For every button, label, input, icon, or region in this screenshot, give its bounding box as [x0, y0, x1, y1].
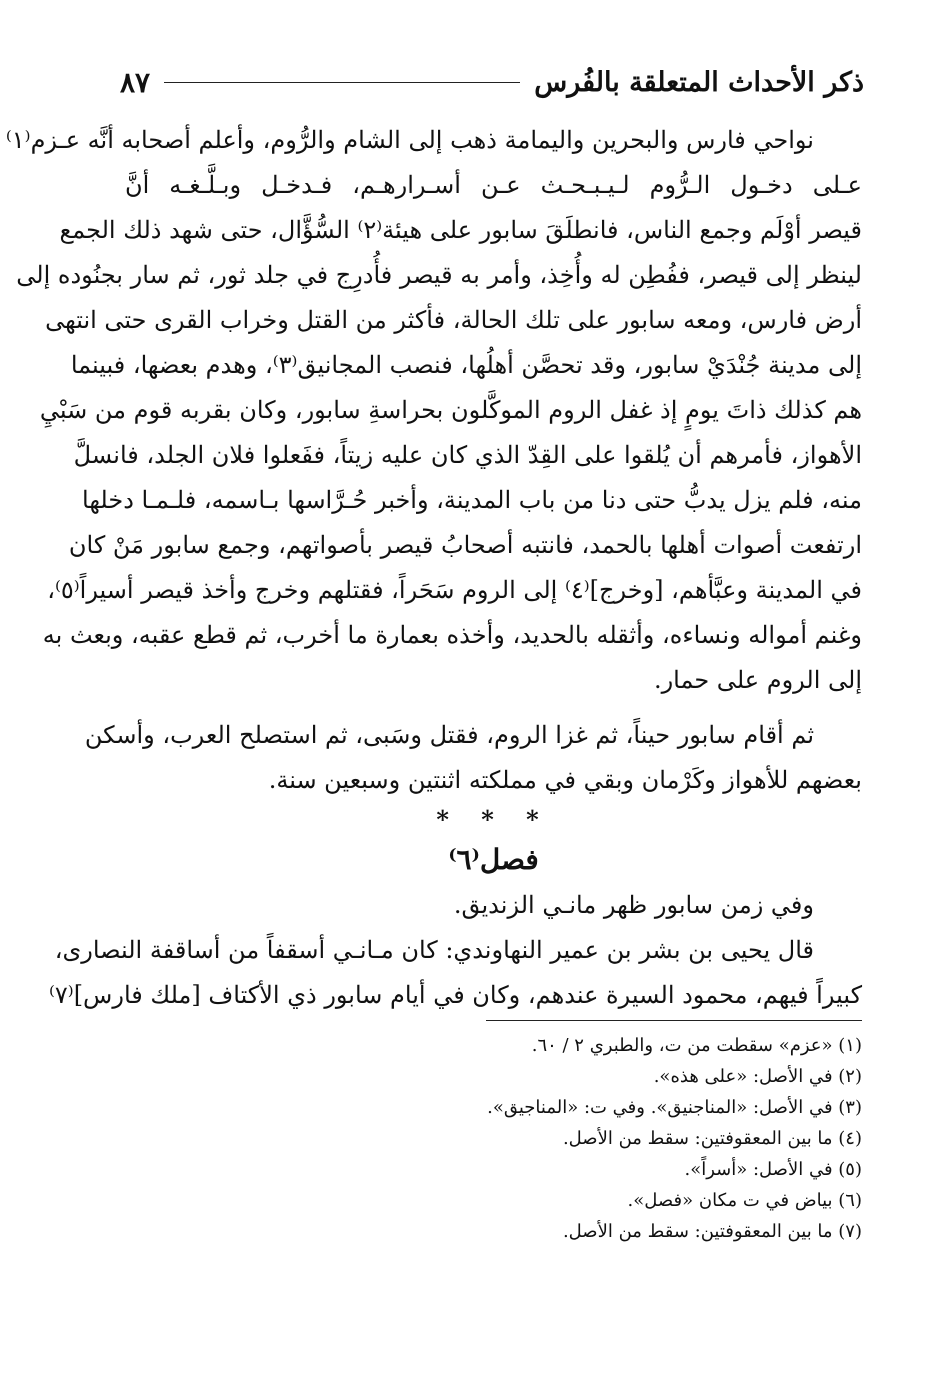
footnote: (٣) في الأصل: «المناجنيق». وفي ت: «المناجيق».: [487, 1097, 862, 1118]
text-line: عـلى دخـول الـرُّوم لـيـبـحـث عـن أسـرارهـم، فـدخـل وبـلَّـغـه أنَّ: [125, 171, 862, 199]
text-line: بعضهم للأهواز وكَرْمان وبقي في مملكته اثنتين وسبعين سنة.: [268, 766, 862, 794]
header-rule: [164, 82, 520, 83]
section-title: فصل⁽٦⁾: [448, 843, 539, 876]
paragraph-2: [84, 713, 862, 803]
text-line: نواحي فارس والبحرين واليمامة ذهب إلى الشام والرُّوم، وأعلم أصحابه أنَّه عـزم⁽١⁾: [5, 126, 814, 154]
page-number: ٨٧: [120, 65, 151, 99]
text-line: لينظر إلى قيصر، ففُطِن له وأُخِذ، وأمر به قيصر فأُدرِج في جلد ثور، ثم سار بجنُوده إلى: [16, 261, 862, 289]
text-line: كبيراً فيهم، محمود السيرة عندهم، وكان في أيام سابور ذي الأكتاف [ملك فارس]⁽٧⁾: [49, 981, 862, 1009]
paragraph-3: [125, 883, 862, 928]
page-header: [120, 62, 864, 102]
paragraph-4: [49, 928, 862, 1018]
footnote: (٢) في الأصل: «على هذه».: [653, 1066, 862, 1087]
text-line: إلى مدينة جُنْدَيْ سابور، وقد تحصَّن أهلُها، فنصب المجانيق⁽٣⁾، وهدم بعضها، فبينما: [70, 351, 862, 379]
text-line: أرض فارس، ومعه سابور على تلك الحالة، فأكثر من القتل وخراب القرى حتى انتهى: [45, 306, 862, 334]
footnote: (٥) في الأصل: «أسراً».: [684, 1159, 862, 1180]
text-line: ثم أقام سابور حيناً، ثم غزا الروم، فقتل وسَبى، ثم استصلح العرب، وأسكن: [84, 721, 814, 749]
text-line: قال يحيى بن بشر بن عمير النهاوندي: كان مـانـي أسقفاً من أساقفة النصارى،: [54, 936, 814, 964]
text-line: قيصر أوْلَم وجمع الناس، فانطلَقَ سابور على هيئة⁽٢⁾ السُّؤَّال، حتى شهد ذلك الجمع: [59, 216, 862, 244]
text-line: إلى الروم على حمار.: [653, 666, 862, 694]
footnote: (١) «عزم» سقطت من ت، والطبري ٢ / ٦٠.: [531, 1035, 862, 1056]
main-text: [5, 118, 862, 1018]
running-title: ذكر الأحداث المتعلقة بالفُرس: [534, 66, 864, 98]
text-line: الأهواز، فأمرهم أن يُلقوا على القِدّ الذي كان عليه زيتاً، ففَعلوا فلان الجلد، فانسلَّ: [73, 441, 862, 469]
footnote: (٧) ما بين المعقوفتين: سقط من الأصل.: [562, 1221, 862, 1242]
footnote: (٤) ما بين المعقوفتين: سقط من الأصل.: [562, 1128, 862, 1149]
paragraph-1: [5, 118, 862, 703]
section-separator: * * *: [436, 805, 551, 834]
text-line: وفي زمن سابور ظهر مانـي الزنديق.: [453, 891, 814, 919]
footnote-rule: [486, 1020, 862, 1021]
text-line: وغنم أمواله ونساءه، وأثقله بالحديد، وأخذه بعمارة ما أخرب، ثم قطع عقبه، وبعث به: [42, 621, 862, 649]
text-line: منه، فلم يزل يدبُّ حتى دنا من باب المدينة، وأخبر حُـرَّاسها بـاسمه، فلـمـا دخلها: [82, 486, 862, 514]
footnotes: [300, 1030, 862, 1247]
text-line: في المدينة وعبَّأهم، [وخرج]⁽٤⁾ إلى الروم سَحَراً، فقتلهم وخرج وأخذ قيصر أسيراً⁽٥⁾،: [47, 576, 862, 604]
paragraph-gap: [125, 703, 862, 713]
text-line: ارتفعت أصوات أهلها بالحمد، فانتبه أصحابُ قيصر بأصواتهم، وجمع سابور مَنْ كان: [68, 531, 862, 559]
footnote: (٦) بياض في ت مكان «فصل».: [627, 1190, 862, 1211]
text-line: هم كذلك ذاتَ يومٍ إذ غفل الروم الموكَّلون بحراسةِ سابور، وكان بقربه قوم من سَبْيِ: [39, 396, 862, 424]
